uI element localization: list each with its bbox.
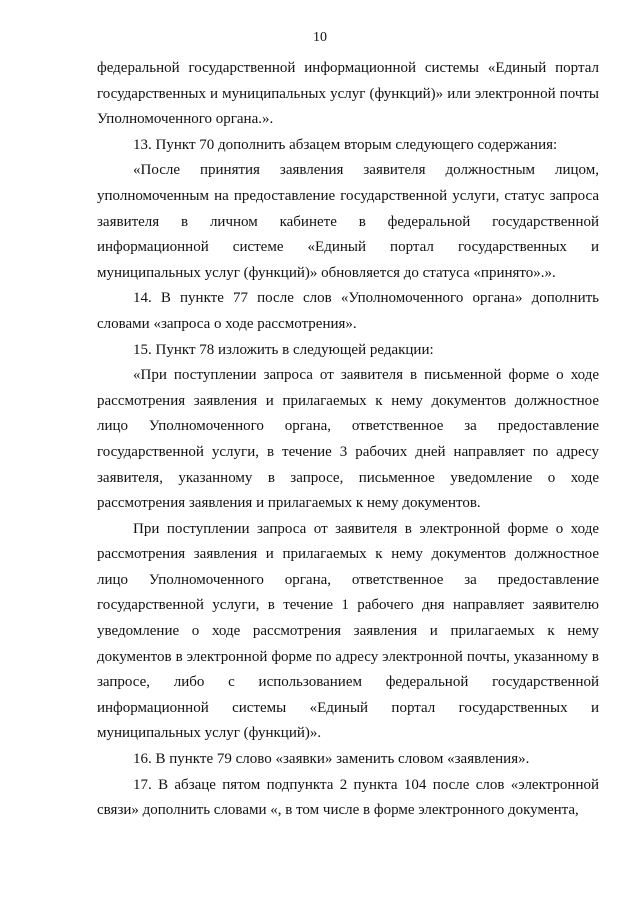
paragraph-item-13-quote: «После принятия заявления заявителя должностным лицом, уполномоченным на предоставление государственной услуги, статус запроса заявителя в личном кабинете в федеральной государственной информационной системе «Единый портал государственных и муниципальных услуг (функций)» обновляется до статуса «принято».». [97,162,599,281]
paragraph-item-15-quote-1: «При поступлении запроса от заявителя в письменной форме о ходе рассмотрения заявления и прилагаемых к нему документов должностное лицо Уполномоченного органа, ответственное за предоставление государственной услуги, в течение 3 рабочих дней направляет по адресу заявителя, указанному в запросе, письменное уведомление о ходе рассмотрения заявления и прилагаемых к нему документов. [97,367,599,512]
paragraph-item-17: 17. В абзаце пятом подпункта 2 пункта 104 после слов «электронной связи» дополнить словами «, в том числе в форме электронного документа, [97,776,599,819]
paragraph-item-13: 13. Пункт 70 дополнить абзацем вторым следующего содержания: [133,136,558,153]
paragraph-item-15-quote-2: При поступлении запроса от заявителя в электронной форме о ходе рассмотрения заявления и прилагаемых к нему документов должностное лицо Уполномоченного органа, ответственное за предоставление государственной услуги, в течение 1 рабочего дня направляет заявителю уведомление о ходе рассмотрения заявления и прилагаемых к нему документов в электронной форме по адресу электронной почты, указанному в запросе, либо с использованием федеральной государственной информационной системы «Единый портал государственных и муниципальных услуг (функций)». [97,520,599,742]
document-body [97,56,599,824]
paragraph-continuation: федеральной государственной информационной системы «Единый портал государственных и муниципальных услуг (функций)» или электронной почты Уполномоченного органа.». [97,60,599,128]
paragraph-item-14: 14. В пункте 77 после слов «Уполномоченного органа» дополнить словами «запроса о ходе рассмотрения». [97,290,599,332]
page-number: 10 [313,30,327,45]
paragraph-item-16: 16. В пункте 79 слово «заявки» заменить словом «заявления». [133,751,530,768]
paragraph-item-15: 15. Пункт 78 изложить в следующей редакции: [133,341,434,358]
